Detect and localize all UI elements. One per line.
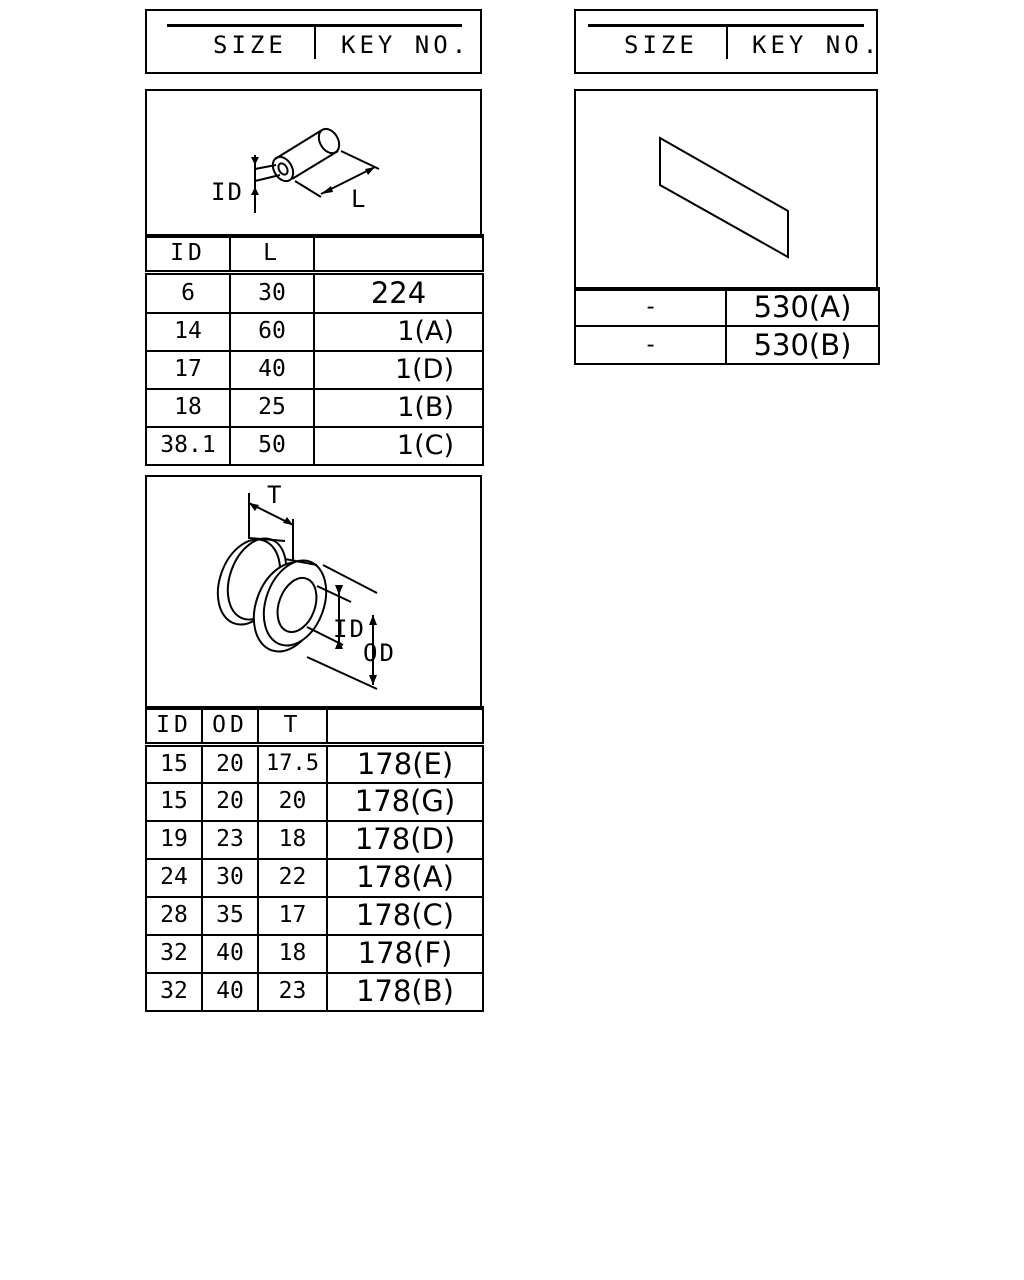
id-cell: 6 (146, 273, 230, 313)
t-cell: 23 (258, 973, 327, 1011)
id-cell: 19 (146, 821, 202, 859)
table-header-row (146, 235, 483, 273)
table-row (575, 326, 879, 364)
table-row (146, 427, 483, 465)
t-cell: 18 (258, 935, 327, 973)
key-cell: 1(C) (314, 427, 483, 465)
column-header-id: ID (146, 707, 202, 745)
id-cell: 32 (146, 973, 202, 1011)
key-cell: 530(A) (726, 288, 879, 326)
table-header-row (146, 707, 483, 745)
column-header-od: OD (202, 707, 258, 745)
key-cell: 178(G) (327, 783, 483, 821)
table-row (146, 973, 483, 1011)
l-cell: 60 (230, 313, 314, 351)
id-cell: 18 (146, 389, 230, 427)
tube-table (145, 234, 484, 466)
l-dimension-label: L (351, 185, 366, 213)
table-row (146, 351, 483, 389)
t-cell: 22 (258, 859, 327, 897)
id-cell: 32 (146, 935, 202, 973)
table-row (146, 859, 483, 897)
t-dimension-label: T (267, 481, 282, 509)
od-cell: 20 (202, 783, 258, 821)
key-cell: 224 (314, 273, 483, 313)
key-cell: 178(F) (327, 935, 483, 973)
od-cell: 20 (202, 745, 258, 783)
id-cell: 15 (146, 745, 202, 783)
key-cell: 530(B) (726, 326, 879, 364)
table-row (146, 935, 483, 973)
od-cell: 23 (202, 821, 258, 859)
table-row (146, 821, 483, 859)
key-no-header-label: KEY NO. (341, 31, 471, 59)
right-header-box (574, 9, 882, 74)
l-cell: 50 (230, 427, 314, 465)
column-header-l: L (230, 235, 314, 273)
id-dimension-label: ID (211, 178, 244, 206)
t-cell: 17 (258, 897, 327, 935)
header-separator (726, 27, 728, 59)
id-dimension-label: ID (333, 615, 366, 643)
size-header-label: SIZE (213, 31, 287, 59)
bushing-table (145, 706, 484, 1012)
bushing-section (145, 475, 482, 1011)
bushing-drawing (145, 475, 482, 710)
od-cell: 40 (202, 973, 258, 1011)
l-cell: 40 (230, 351, 314, 389)
column-header-key (327, 707, 483, 745)
tube-drawing (145, 89, 482, 238)
sheet-section (574, 89, 878, 364)
od-cell: 40 (202, 935, 258, 973)
id-cell: 14 (146, 313, 230, 351)
key-cell: 178(B) (327, 973, 483, 1011)
key-cell: 178(A) (327, 859, 483, 897)
od-cell: 30 (202, 859, 258, 897)
od-dimension-label: OD (363, 639, 396, 667)
table-row (146, 897, 483, 935)
t-cell: 20 (258, 783, 327, 821)
id-cell: 17 (146, 351, 230, 389)
id-cell: 38.1 (146, 427, 230, 465)
tube-section (145, 89, 482, 464)
t-cell: 17.5 (258, 745, 327, 783)
table-row (146, 313, 483, 351)
column-header-t: T (258, 707, 327, 745)
left-header-box (145, 9, 482, 74)
table-row (146, 745, 483, 783)
key-cell: 178(C) (327, 897, 483, 935)
column-header-id: ID (146, 235, 230, 273)
table-row (146, 783, 483, 821)
id-cell: 24 (146, 859, 202, 897)
header-separator (314, 27, 316, 59)
size-cell: - (575, 326, 726, 364)
table-row (146, 389, 483, 427)
table-row (146, 273, 483, 313)
key-no-header-label: KEY NO. (752, 31, 882, 59)
id-cell: 15 (146, 783, 202, 821)
t-cell: 18 (258, 821, 327, 859)
size-cell: - (575, 288, 726, 326)
key-cell: 178(D) (327, 821, 483, 859)
key-cell: 178(E) (327, 745, 483, 783)
key-cell: 1(A) (314, 313, 483, 351)
key-cell: 1(D) (314, 351, 483, 389)
column-header-key (314, 235, 483, 273)
size-header-label: SIZE (624, 31, 698, 59)
id-cell: 28 (146, 897, 202, 935)
key-cell: 1(B) (314, 389, 483, 427)
table-row (575, 288, 879, 326)
od-cell: 35 (202, 897, 258, 935)
sheet-table (574, 287, 880, 365)
l-cell: 30 (230, 273, 314, 313)
sheet-drawing (574, 89, 878, 291)
l-cell: 25 (230, 389, 314, 427)
